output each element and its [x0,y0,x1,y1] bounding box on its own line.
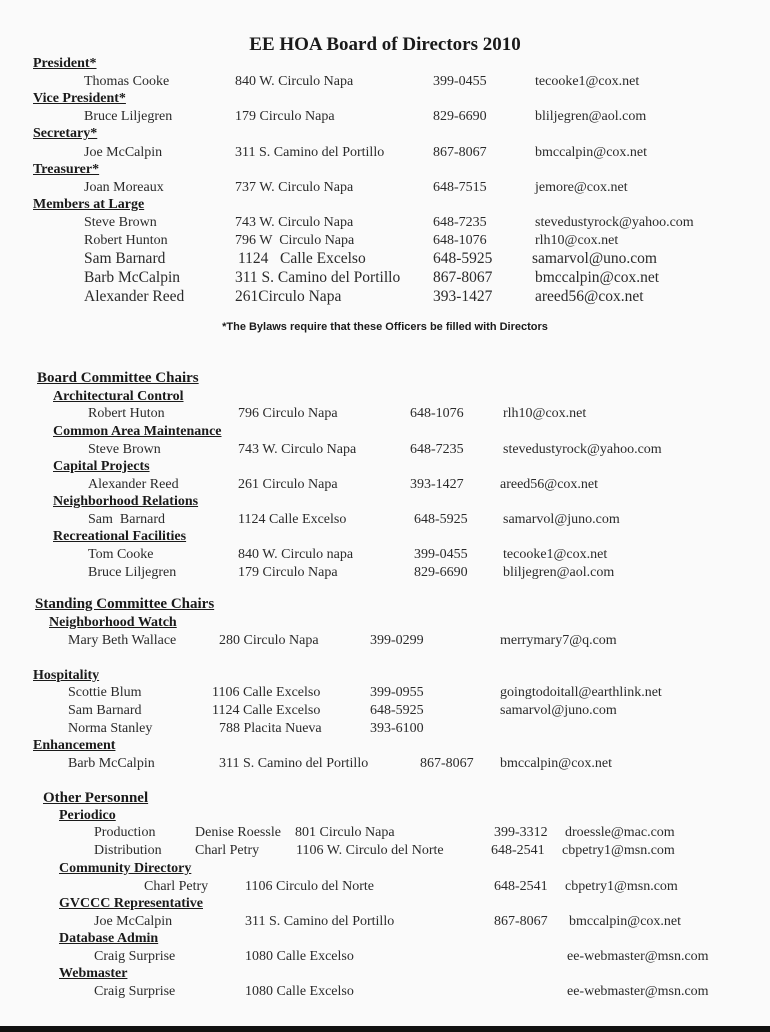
heading-recreational-facilities: Recreational Facilities [53,529,187,544]
person-name: Craig Surprise [94,949,176,964]
person-address: 840 W. Circulo Napa [235,74,354,89]
person-email: bmccalpin@cox.net [535,145,648,160]
person-address: 743 W. Circulo Napa [238,442,357,457]
person-address: 1124 Calle Excelso [212,703,321,718]
person-email: samarvol@juno.com [500,703,617,718]
person-email: stevedustyrock@yahoo.com [503,442,662,457]
person-email: samarvol@uno.com [532,250,657,267]
person-email: cbpetry1@msn.com [565,879,678,894]
person-address: 840 W. Circulo napa [238,547,354,562]
person-phone: 648-7515 [433,180,487,195]
heading-gvccc-representative: GVCCC Representative [59,896,203,911]
person-email: ee-webmaster@msn.com [567,949,709,964]
person-name: Barb McCalpin [68,756,155,771]
person-email: tecooke1@cox.net [535,74,640,89]
person-address: 796 W Circulo Napa [235,233,355,248]
person-phone: 829-6690 [433,109,487,124]
person-name: Steve Brown [88,442,161,457]
person-address: 1124 Calle Excelso [238,512,347,527]
heading-capital-projects: Capital Projects [53,459,150,474]
heading-periodico: Periodico [59,808,116,823]
person-name: Mary Beth Wallace [68,633,177,648]
person-phone: 867-8067 [494,914,548,929]
person-address: 1080 Calle Excelso [245,984,354,999]
person-email: samarvol@juno.com [503,512,620,527]
person-address: 280 Circulo Napa [219,633,319,648]
person-phone: 648-5925 [433,250,493,267]
person-name: Charl Petry [144,879,209,894]
person-address: 788 Placita Nueva [219,721,322,736]
person-name: Charl Petry [195,843,260,858]
person-phone: 867-8067 [433,145,487,160]
person-email: goingtodoitall@earthlink.net [500,685,662,700]
person-phone: 648-5925 [370,703,424,718]
person-name: Bruce Liljegren [84,109,173,124]
person-address: 796 Circulo Napa [238,406,338,421]
person-phone: 648-1076 [410,406,464,421]
person-address: 1080 Calle Excelso [245,949,354,964]
page-title: EE HOA Board of Directors 2010 [249,34,521,55]
person-name: Sam Barnard [88,512,165,527]
scan-edge-bar [0,1026,770,1032]
person-address: 261Circulo Napa [235,288,342,305]
heading-common-area-maintenance: Common Area Maintenance [53,424,222,439]
person-address: 1124 Calle Excelso [238,250,366,267]
heading-neighborhood-relations: Neighborhood Relations [53,494,199,509]
person-name: Alexander Reed [88,477,179,492]
person-email: stevedustyrock@yahoo.com [535,215,694,230]
person-phone: 399-0455 [414,547,468,562]
person-address: 737 W. Circulo Napa [235,180,354,195]
person-address: 311 S. Camino del Portillo [235,269,401,286]
heading-standing-committee-chairs: Standing Committee Chairs [35,596,215,612]
heading-other-personnel: Other Personnel [43,790,149,806]
person-phone: 648-1076 [433,233,487,248]
person-phone: 399-0299 [370,633,424,648]
heading-enhancement: Enhancement [33,738,116,753]
person-name: Craig Surprise [94,984,176,999]
person-email: bmccalpin@cox.net [569,914,682,929]
heading-hospitality: Hospitality [33,668,100,683]
heading-board-committee-chairs: Board Committee Chairs [37,370,199,386]
person-name: Joe McCalpin [84,145,163,160]
person-name: Sam Barnard [68,703,142,718]
person-name: Denise Roessle [195,825,281,840]
person-email: tecooke1@cox.net [503,547,608,562]
person-email: bmccalpin@cox.net [535,269,660,286]
person-phone: 399-0455 [433,74,487,89]
person-phone: 648-7235 [410,442,464,457]
person-phone: 648-2541 [491,843,545,858]
person-email: rlh10@cox.net [535,233,619,248]
person-phone: 399-0955 [370,685,424,700]
bylaws-note: *The Bylaws require that these Officers be filled with Directors [222,321,548,333]
person-name: Alexander Reed [84,288,185,305]
person-name: Sam Barnard [84,250,166,267]
heading-community-directory: Community Directory [59,861,192,876]
person-name: Robert Huton [88,406,165,421]
person-phone: 867-8067 [420,756,474,771]
heading-treasurer: Treasurer* [33,162,100,177]
person-name: Steve Brown [84,215,157,230]
heading-secretary: Secretary* [33,126,98,141]
person-email: bmccalpin@cox.net [500,756,613,771]
person-phone: 393-1427 [433,288,493,305]
person-address: 179 Circulo Napa [238,565,338,580]
person-email: areed56@cox.net [535,288,644,305]
person-name: Norma Stanley [68,721,153,736]
person-address: 1106 Circulo del Norte [245,879,374,894]
person-phone: 393-1427 [410,477,464,492]
person-address: 179 Circulo Napa [235,109,335,124]
person-email: cbpetry1@msn.com [562,843,675,858]
person-name: Joan Moreaux [84,180,164,195]
person-phone: 399-3312 [494,825,548,840]
person-email: bliljegren@aol.com [535,109,647,124]
person-address: 743 W. Circulo Napa [235,215,354,230]
person-address: 801 Circulo Napa [295,825,395,840]
heading-database-admin: Database Admin [59,931,159,946]
person-email: bliljegren@aol.com [503,565,615,580]
heading-architectural-control: Architectural Control [53,389,184,404]
heading-members-at-large: Members at Large [33,197,145,212]
person-address: 261 Circulo Napa [238,477,338,492]
person-phone: 829-6690 [414,565,468,580]
heading-president: President* [33,56,97,71]
person-phone: 867-8067 [433,269,493,286]
person-phone: 648-2541 [494,879,548,894]
person-email: areed56@cox.net [500,477,599,492]
person-name: Barb McCalpin [84,269,180,286]
person-address: 1106 W. Circulo del Norte [296,843,444,858]
person-name: Bruce Liljegren [88,565,177,580]
person-phone: 648-5925 [414,512,468,527]
person-address: 311 S. Camino del Portillo [245,914,395,929]
role-label: Distribution [94,843,162,858]
person-address: 311 S. Camino del Portillo [219,756,369,771]
person-name: Joe McCalpin [94,914,173,929]
role-label: Production [94,825,156,840]
person-name: Robert Hunton [84,233,168,248]
person-email: merrymary7@q.com [500,633,617,648]
person-email: rlh10@cox.net [503,406,587,421]
heading-vice-president: Vice President* [33,91,126,106]
person-email: jemore@cox.net [535,180,628,195]
person-email: droessle@mac.com [565,825,675,840]
heading-webmaster: Webmaster [59,966,128,981]
person-email: ee-webmaster@msn.com [567,984,709,999]
person-phone: 648-7235 [433,215,487,230]
person-phone: 393-6100 [370,721,424,736]
person-address: 311 S. Camino del Portillo [235,145,385,160]
heading-neighborhood-watch: Neighborhood Watch [49,615,177,630]
person-address: 1106 Calle Excelso [212,685,321,700]
person-name: Thomas Cooke [84,74,170,89]
person-name: Tom Cooke [88,547,154,562]
person-name: Scottie Blum [68,685,142,700]
